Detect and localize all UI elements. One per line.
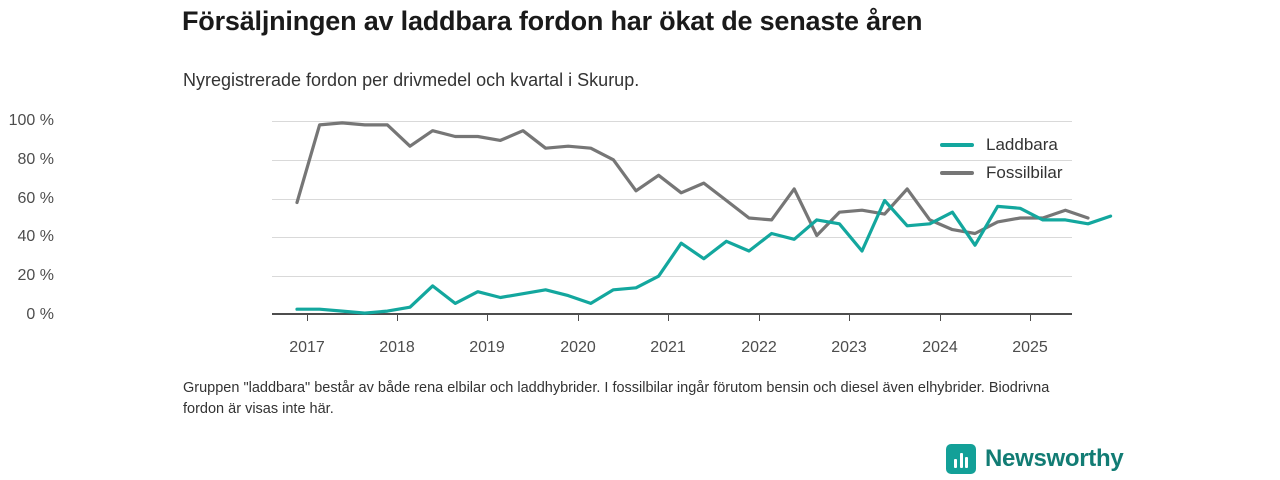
line-laddbara: [297, 201, 1111, 314]
x-tick-label-2020: 2020: [560, 339, 596, 356]
x-tickmark-2020: [578, 315, 579, 321]
x-tick-label-2021: 2021: [650, 339, 686, 356]
x-tickmark-2022: [759, 315, 760, 321]
x-tick-label-2017: 2017: [289, 339, 325, 356]
brand-logo-block: [946, 444, 1123, 474]
chart-footnote: Gruppen "laddbara" består av både rena elbilar och laddhybrider. I fossilbilar ingår förutom bensin och diesel även elhybrider. Biodrivna fordon är visas inte här.: [183, 380, 1050, 417]
page-subtitle: Nyregistrerade fordon per drivmedel och kvartal i Skurup.: [183, 70, 640, 90]
x-tickmark-2024: [940, 315, 941, 321]
x-tick-label-2024: 2024: [922, 339, 958, 356]
bar-chart-icon: [946, 444, 976, 474]
y-tick-label-80: 80 %: [17, 150, 54, 168]
x-tickmark-2025: [1030, 315, 1031, 321]
page-title: Försäljningen av laddbara fordon har ökat de senaste åren: [182, 6, 923, 36]
y-tick-label-60: 60 %: [17, 189, 54, 207]
chart-legend: [940, 131, 1063, 187]
brand-name: Newsworthy: [985, 445, 1124, 472]
legend-swatch-fossilbilar: [940, 171, 974, 175]
x-tick-label-2022: 2022: [741, 339, 777, 356]
x-tick-label-2023: 2023: [831, 339, 867, 356]
x-tickmark-2019: [487, 315, 488, 321]
y-tick-label-100: 100 %: [8, 112, 54, 129]
x-tickmark-2018: [397, 315, 398, 321]
y-tick-label-40: 40 %: [17, 228, 54, 246]
legend-item-fossilbilar: [940, 159, 1063, 187]
y-tick-label-20: 20 %: [17, 267, 54, 285]
chart-container: [0, 105, 1280, 356]
legend-swatch-laddbara: [940, 143, 974, 147]
x-tick-label-2019: 2019: [469, 339, 505, 356]
y-tick-label-0: 0 %: [26, 306, 54, 323]
legend-item-laddbara: [940, 131, 1063, 159]
legend-label-laddbara: Laddbara: [986, 135, 1058, 154]
x-tickmark-2021: [668, 315, 669, 321]
x-tickmark-2017: [307, 315, 308, 321]
x-tick-label-2018: 2018: [379, 339, 415, 356]
legend-label-fossilbilar: Fossilbilar: [986, 163, 1063, 182]
x-tick-label-2025: 2025: [1012, 339, 1048, 356]
x-tickmark-2023: [849, 315, 850, 321]
